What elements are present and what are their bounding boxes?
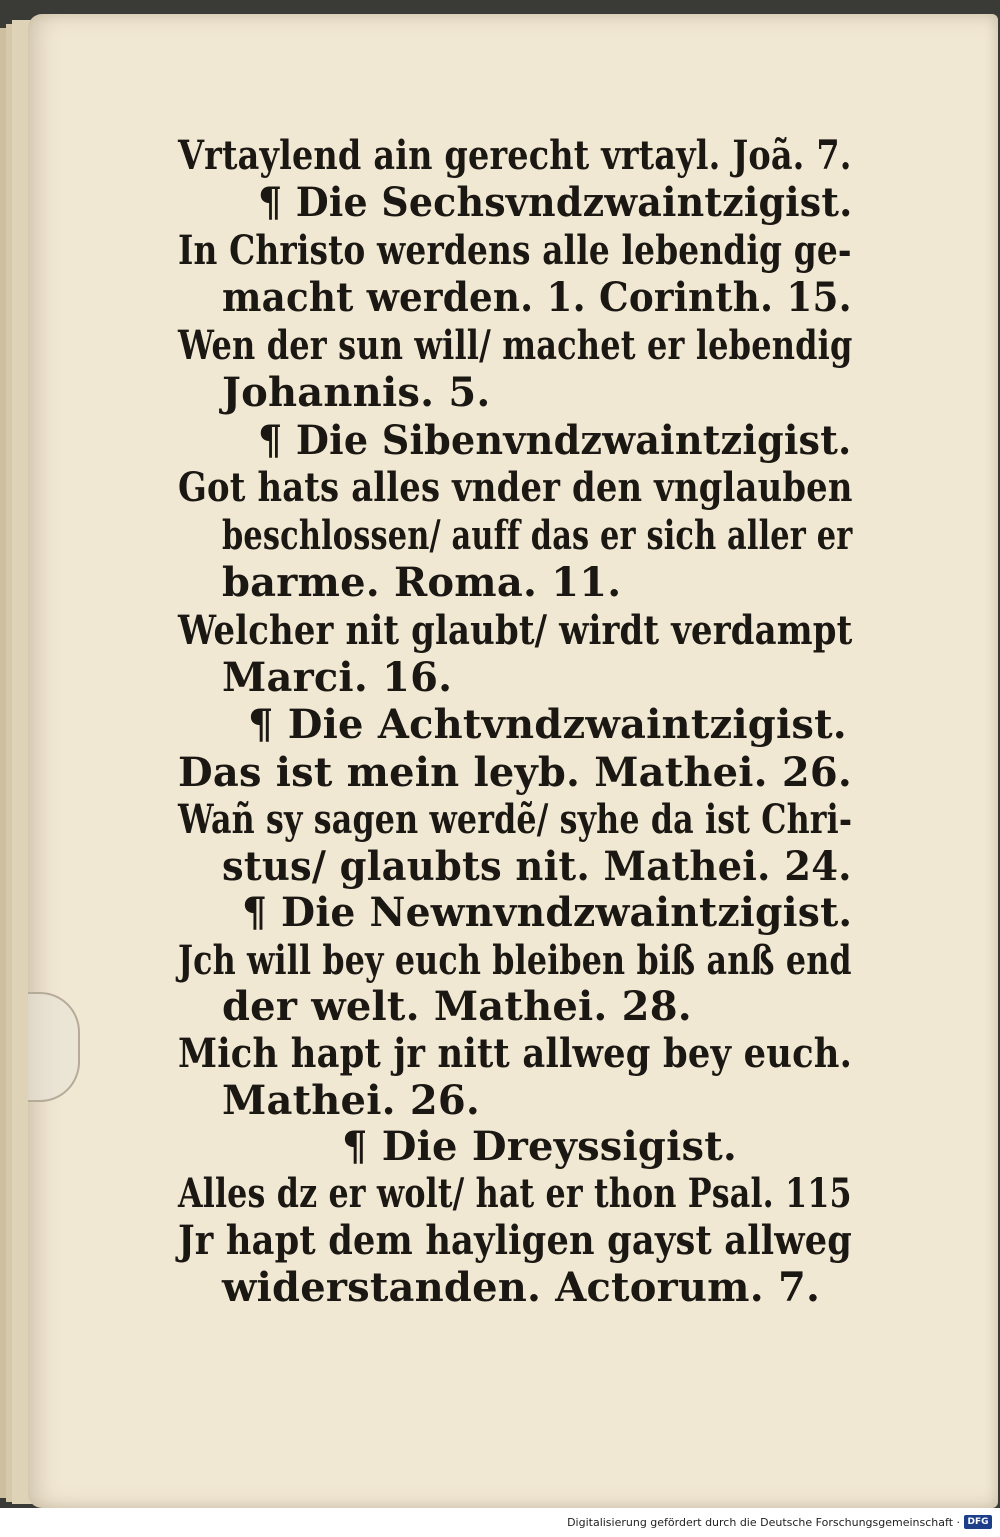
section-heading: ¶ Die Newnvndzwaintzigist. — [242, 889, 853, 936]
text-line: In Christo werdens alle lebendig ge- — [178, 227, 852, 274]
text-line: Das ist mein leyb. Mathei. 26. — [178, 749, 853, 796]
text-line: stus/ glaubts nit. Mathei. 24. — [222, 843, 852, 890]
text-line: der welt. Mathei. 28. — [222, 983, 692, 1030]
section-heading: ¶ Die Achtvndzwaintzigist. — [248, 701, 847, 748]
text-line: Wen der sun will/ machet er lebendig — [178, 322, 853, 369]
text-line: widerstanden. Actorum. 7. — [222, 1264, 821, 1311]
text-line: Jr hapt dem hayligen gayst allweg — [178, 1217, 853, 1264]
text-line: Marci. 16. — [222, 654, 453, 701]
text-line: macht werden. 1. Corinth. 15. — [222, 274, 852, 321]
dfg-logo: DFG — [964, 1515, 992, 1529]
section-heading: ¶ Die Sibenvndzwaintzigist. — [258, 417, 852, 464]
text-line: Jch will bey euch bleiben biß anß end — [178, 937, 852, 984]
text-line: Got hats alles vnder den vnglauben — [178, 464, 853, 511]
text-line: Welcher nit glaubt/ wirdt verdampt — [178, 607, 853, 654]
text-line: Alles dz er wolt/ hat er thon Psal. 115 — [178, 1170, 852, 1217]
section-heading: ¶ Die Dreyssigist. — [342, 1123, 738, 1170]
text-line: barme. Roma. 11. — [222, 559, 622, 606]
text-line: Johannis. 5. — [222, 369, 491, 416]
funding-credit: Digitalisierung gefördert durch die Deutsche Forschungsgemeinschaft · — [567, 1516, 960, 1529]
text-line: Mathei. 26. — [222, 1077, 481, 1124]
footer-bar — [0, 1508, 1000, 1537]
text-line: beschlossen/ auff das er sich aller er — [222, 512, 853, 559]
text-line: Wañ sy sagen werdẽ/ syhe da ist Chri- — [178, 796, 853, 843]
section-heading: ¶ Die Sechsvndzwaintzigist. — [258, 179, 853, 226]
text-line: Mich hapt jr nitt allweg bey euch. — [178, 1030, 853, 1077]
text-line: Vrtaylend ain gerecht vrtayl. Joã. 7. — [178, 132, 852, 179]
